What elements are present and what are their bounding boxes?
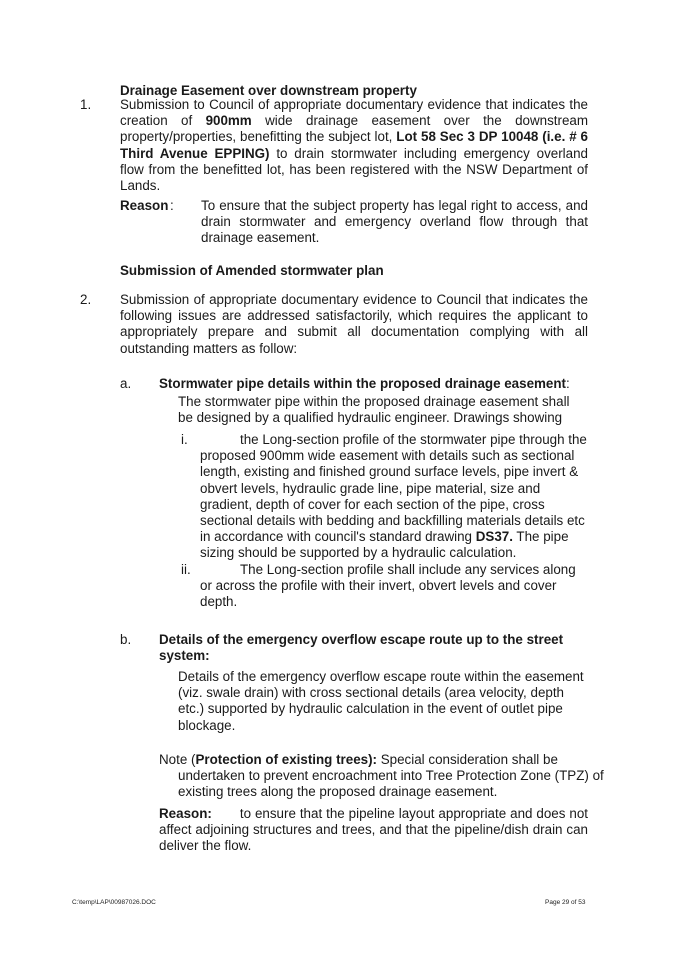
reason-label-1: Reason <box>120 198 169 213</box>
list-number-ii: ii. <box>181 562 191 577</box>
sub-item-a-intro: The stormwater pipe within the proposed drainage easement shall be designed by a qualified hydraulic engineer. Drawings showing <box>178 394 570 426</box>
note-title: Protection of existing trees): <box>195 752 378 767</box>
sub-item-letter-b: b. <box>120 632 132 647</box>
c1-easement-width: 900mm <box>205 113 252 129</box>
section-heading-drainage-easement: Drainage Easement over downstream property <box>120 83 417 98</box>
list-item-ii-text <box>200 562 588 611</box>
reason-text-2: to ensure that the pipeline layout appropriate and does not affect adjoining structures and trees, and that the pipeline/dish drain can deliver the flow. <box>159 806 588 854</box>
reason-label-2: Reason: <box>159 806 212 821</box>
footer-file-path: C:\temp\LAP\00987026.DOC <box>72 899 156 906</box>
c1-text-a: Submission to Council of appropriate documentary evidence that indicates the creation of <box>120 97 588 129</box>
c1-text-c: to drain stormwater including emergency overland flow from the benefitted lot, has been registered with the NSW Department of Lands. <box>120 145 588 194</box>
drawing-reference-ds37: DS37. <box>475 529 513 545</box>
note-prefix: Note ( <box>159 752 196 767</box>
c1-text-b: wide drainage easement over the downstream property/properties, benefitting the subject lot, <box>120 113 589 145</box>
section-heading-amended-stormwater: Submission of Amended stormwater plan <box>120 263 384 278</box>
list-number-i: i. <box>181 432 188 447</box>
list-item-i-text-b: The pipe sizing should be supported by a hydraulic calculation. <box>200 529 569 561</box>
item-number-1: 1. <box>80 97 92 112</box>
reason-colon-1: : <box>170 198 174 213</box>
sub-item-a-title-colon: : <box>566 376 570 391</box>
list-item-ii-text-a: The Long-section profile shall include any services along or across the profile with their invert, obvert levels and cover depth. <box>200 562 576 610</box>
item-number-2: 2. <box>80 292 92 307</box>
condition-2-text: Submission of appropriate documentary evidence to Council that indicates the following issues are addressed satisfactorily, which requires the applicant to appropriately prepare and submit all documentation complying with all outstanding matters as follow: <box>120 292 588 356</box>
note-text: Special consideration shall be undertaken to prevent encroachment into Tree Protection Zone (TPZ) of existing trees along the proposed drainage easement. <box>178 752 604 800</box>
reason-text-1: To ensure that the subject property has legal right to access, and drain stormwater and emergency overland flow through that drainage easement. <box>201 198 588 246</box>
footer-page-number: Page 29 of 53 <box>545 899 586 906</box>
c1-lot-reference: Lot 58 Sec 3 DP 10048 (i.e. # 6 Third Avenue EPPING) <box>120 129 588 161</box>
sub-item-a-title <box>159 376 599 392</box>
sub-item-letter-a: a. <box>120 376 132 391</box>
sub-item-a-title-text: Stormwater pipe details within the proposed drainage easement <box>159 376 567 391</box>
sub-item-b-title: Details of the emergency overflow escape route up to the street system: <box>159 632 564 664</box>
condition-1-text <box>120 97 588 194</box>
list-item-i-text-a: the Long-section profile of the stormwater pipe through the proposed 900mm wide easement with details such as sectional length, existing and finished ground surface levels, pipe invert & obvert levels, hydraulic grade line, pipe material, size and gradient, depth of cover for each section of the pipe, cross sectional details with bedding and backfilling materials details etc in accordance with council's standard drawing <box>200 432 587 545</box>
sub-item-b-text: Details of the emergency overflow escape route within the easement (viz. swale drain) with cross sectional details (area velocity, depth etc.) supported by hydraulic calculation in the event of outlet pipe blockage. <box>178 669 584 733</box>
reason-2-paragraph <box>159 806 588 855</box>
list-item-i-text <box>200 432 588 562</box>
note-protection-of-trees <box>159 752 607 801</box>
